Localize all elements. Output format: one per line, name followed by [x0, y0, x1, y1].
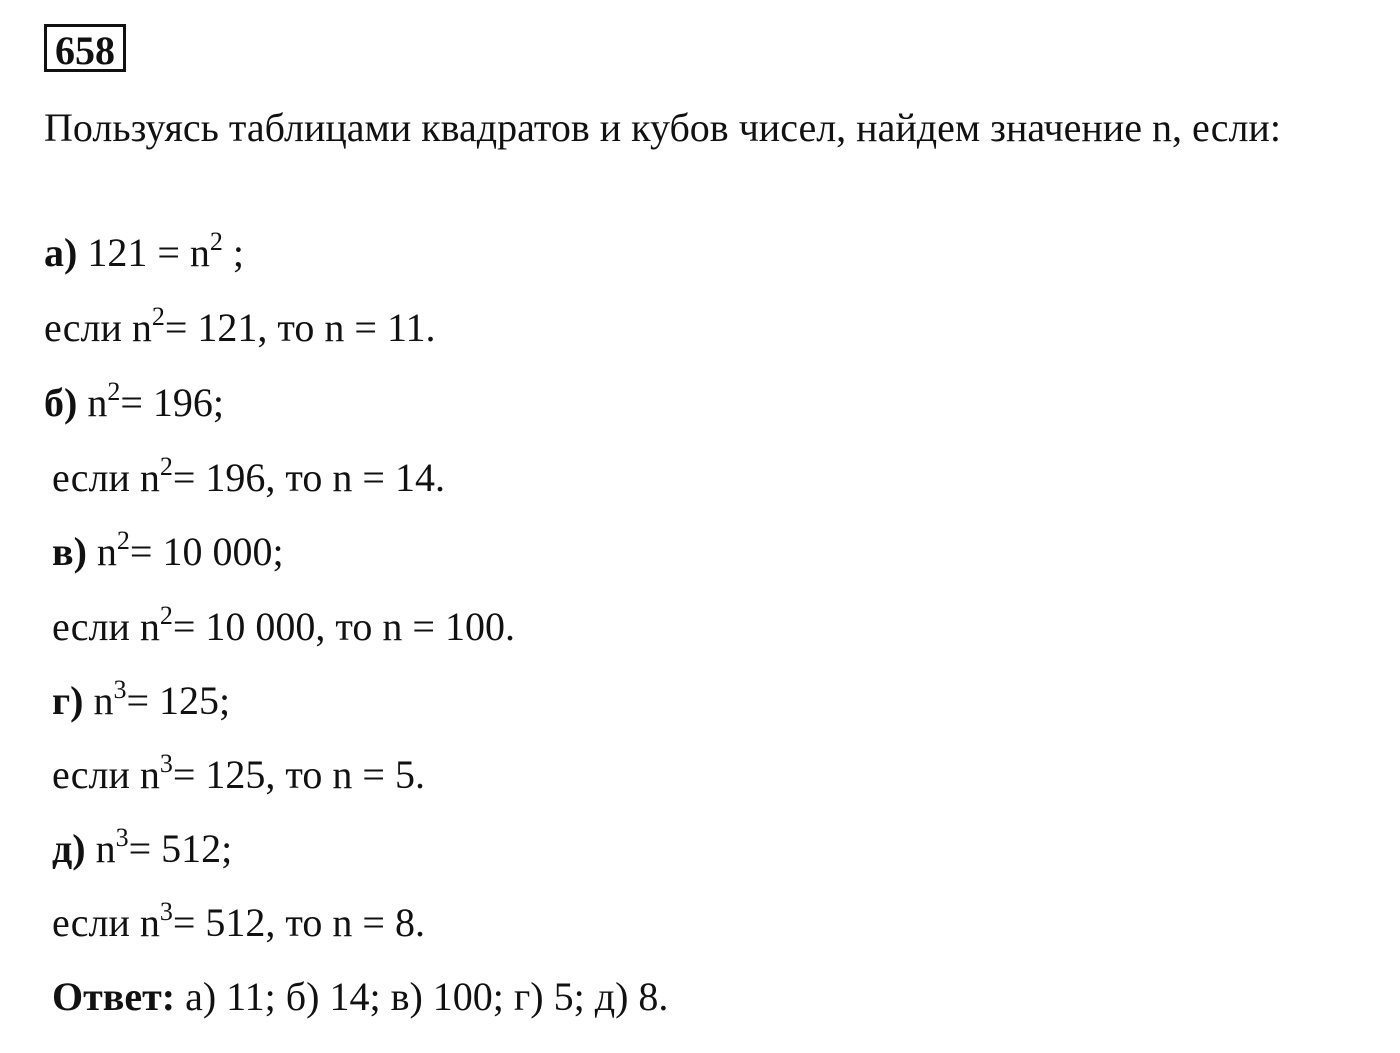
item-label: б) [44, 380, 78, 425]
item-label: а) [44, 230, 78, 275]
solution-rest: = 512, то n = 8. [172, 900, 425, 945]
equation-base: n [87, 380, 108, 425]
solution-base: если n [44, 305, 152, 350]
problem-number: 658 [44, 24, 126, 72]
item-a-solution [44, 303, 435, 353]
item-e-equation [52, 824, 232, 874]
answer-text: а) 11; б) 14; в) 100; г) 5; д) 8. [185, 974, 669, 1019]
solution-base: если n [52, 604, 160, 649]
equation-base: 121 = n [87, 230, 210, 275]
item-b-solution [52, 453, 445, 503]
exponent: 3 [115, 822, 129, 852]
solution-base: если n [52, 455, 160, 500]
item-c-solution [52, 602, 515, 652]
equation-rest: = 512; [128, 826, 233, 871]
equation-rest: = 125; [126, 678, 231, 723]
solution-rest: = 196, то n = 14. [172, 455, 445, 500]
item-c-equation [52, 527, 284, 577]
exponent: 2 [209, 226, 223, 256]
solution-base: если n [52, 752, 160, 797]
equation-rest: = 10 000; [129, 529, 284, 574]
item-b-equation [44, 378, 224, 428]
exponent: 3 [159, 896, 173, 926]
item-label: д) [52, 826, 86, 871]
exponent: 3 [113, 674, 127, 704]
equation-base: n [93, 678, 114, 723]
item-d-equation [52, 676, 230, 726]
exponent: 2 [159, 451, 173, 481]
solution-rest: = 121, то n = 11. [164, 305, 436, 350]
item-e-solution [52, 898, 425, 948]
item-label: в) [52, 529, 87, 574]
answer-line [52, 972, 668, 1022]
exponent: 2 [151, 301, 165, 331]
item-a-equation [44, 228, 244, 278]
exponent: 2 [116, 525, 130, 555]
equation-rest: = 196; [120, 380, 224, 425]
exponent: 3 [159, 748, 173, 778]
solution-rest: = 125, то n = 5. [172, 752, 425, 797]
exponent: 2 [159, 600, 173, 630]
equation-base: n [96, 529, 117, 574]
item-d-solution [52, 750, 425, 800]
item-label: г) [52, 678, 84, 723]
problem-statement: Пользуясь таблицами квадратов и кубов чисел, найдем значение n, если: [44, 105, 1281, 150]
equation-rest: ; [222, 230, 245, 275]
exponent: 2 [107, 376, 121, 406]
equation-base: n [95, 826, 116, 871]
answer-label: Ответ: [52, 974, 176, 1019]
solution-base: если n [52, 900, 160, 945]
solution-rest: = 10 000, то n = 100. [172, 604, 515, 649]
